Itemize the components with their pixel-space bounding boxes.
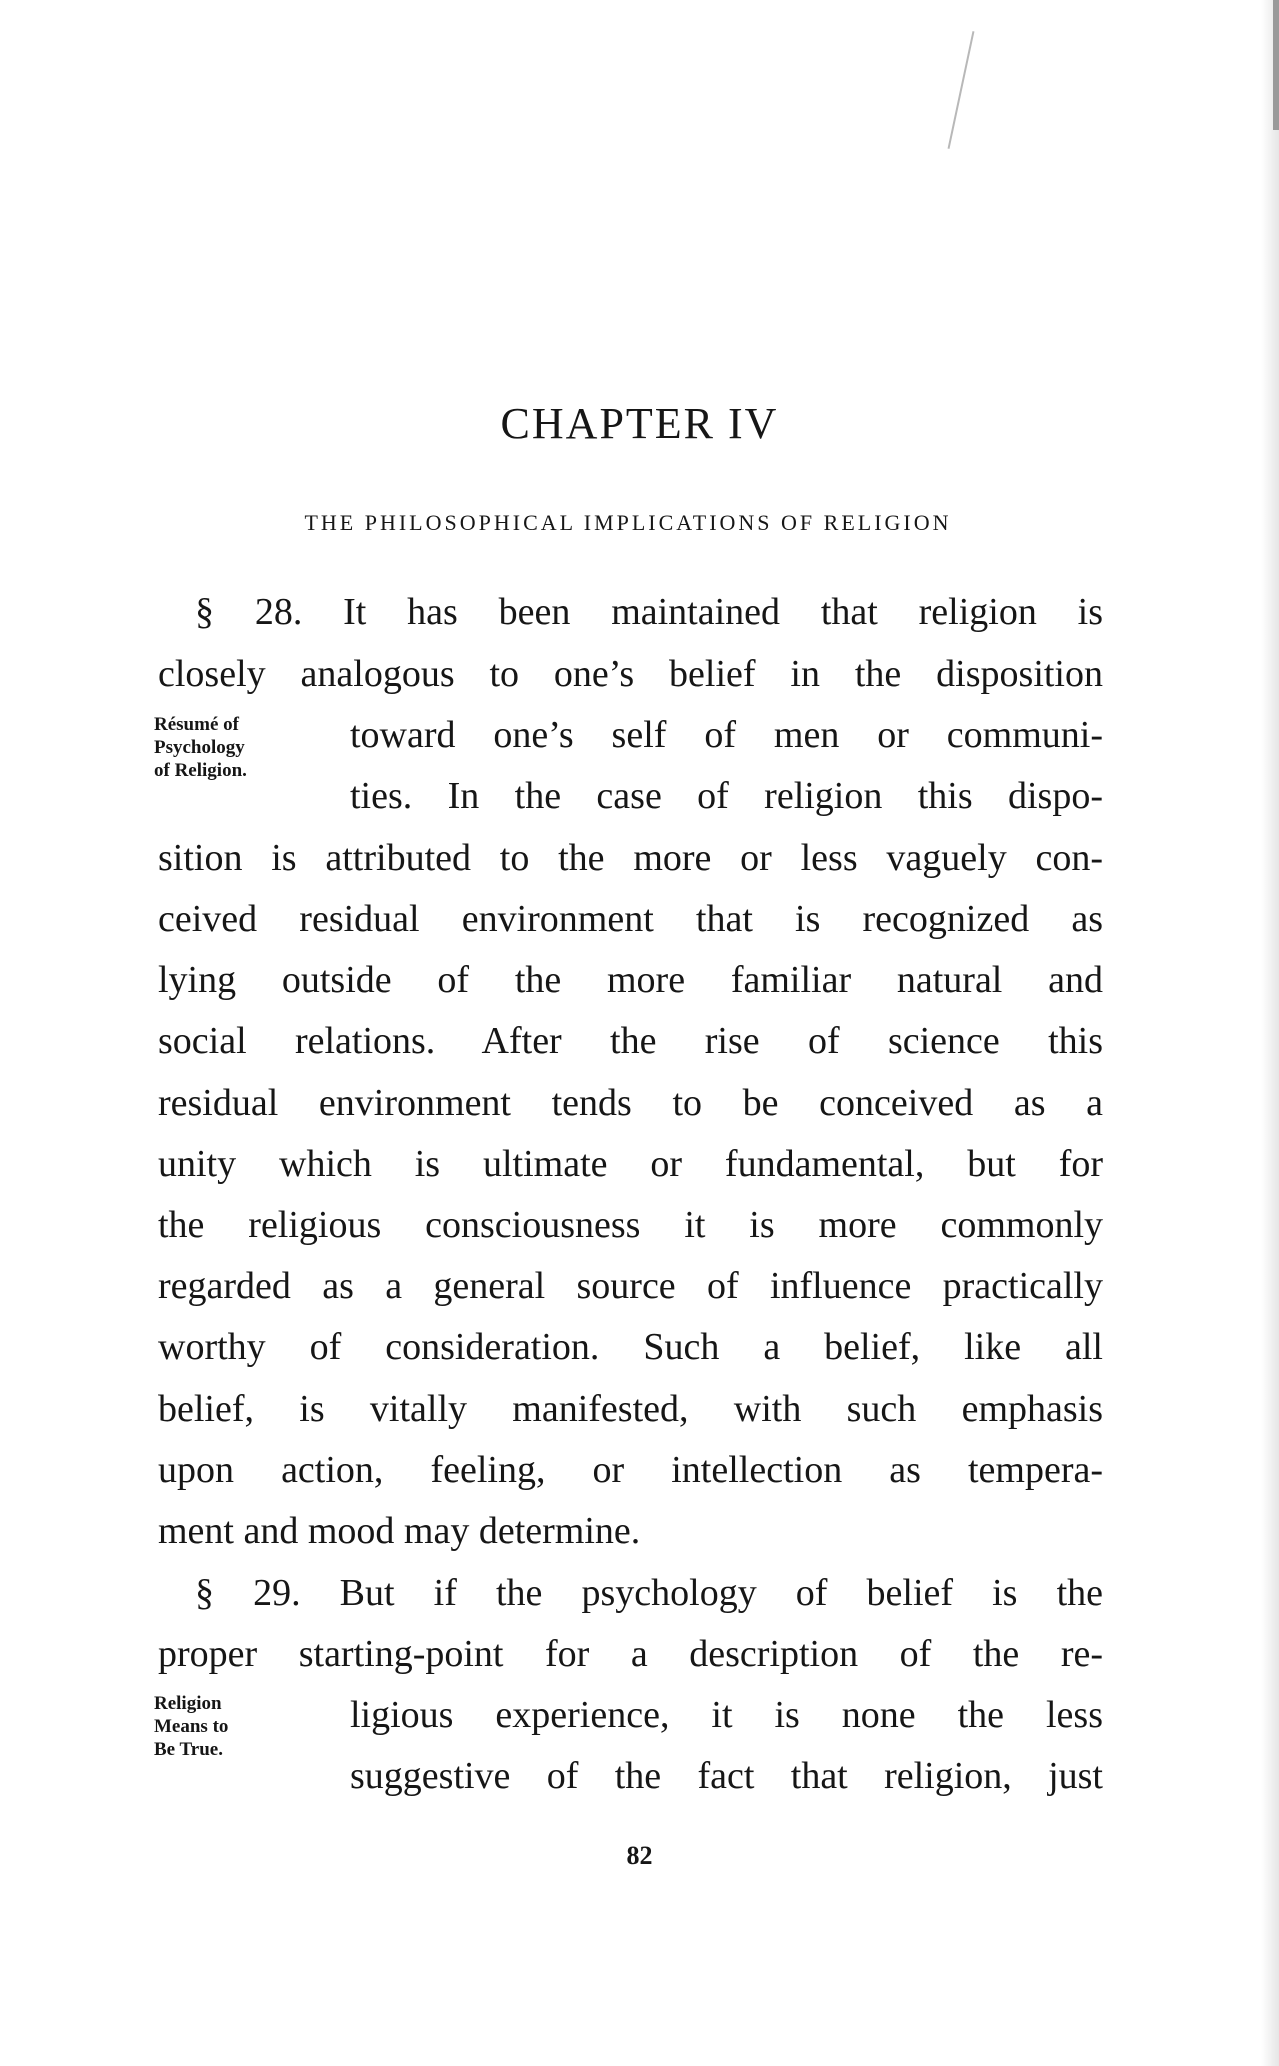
margin-note-line: Résumé of: [154, 714, 239, 735]
text-line: lying outside of the more familiar natural and: [158, 959, 1103, 1001]
margin-note-line: Religion: [154, 1693, 222, 1714]
text-line: § 29. But if the psychology of belief is the: [195, 1572, 1103, 1614]
text-line: proper starting-point for a description of the re-: [158, 1633, 1103, 1675]
text-line: toward one’s self of men or communi-: [350, 714, 1103, 756]
scan-edge-shadow: [1261, 0, 1279, 2066]
text-line: closely analogous to one’s belief in the disposition: [158, 653, 1103, 695]
text-line: ceived residual environment that is recognized as: [158, 898, 1103, 940]
text-line: ties. In the case of religion this dispo-: [350, 775, 1103, 817]
margin-note-line: Psychology: [154, 737, 245, 758]
text-line: worthy of consideration. Such a belief, like all: [158, 1326, 1103, 1368]
scan-edge-mark: [1273, 0, 1279, 130]
text-line: unity which is ultimate or fundamental, but for: [158, 1143, 1103, 1185]
text-line: ligious experience, it is none the less: [350, 1694, 1103, 1736]
text-line: upon action, feeling, or intellection as tempera-: [158, 1449, 1103, 1491]
margin-note-line: Means to: [154, 1716, 229, 1737]
text-line: residual environment tends to be conceived as a: [158, 1082, 1103, 1124]
margin-note-line: Be True.: [154, 1739, 223, 1760]
pencil-mark: [948, 31, 975, 149]
text-line: social relations. After the rise of science this: [158, 1020, 1103, 1062]
text-line: ment and mood may determine.: [158, 1510, 641, 1552]
text-line: suggestive of the fact that religion, just: [350, 1755, 1103, 1797]
text-line: regarded as a general source of influence practically: [158, 1265, 1103, 1307]
chapter-title: CHAPTER IV: [500, 399, 779, 448]
text-line: sition is attributed to the more or less vaguely con-: [158, 837, 1103, 879]
text-line: § 28. It has been maintained that religion is: [195, 591, 1103, 633]
margin-note-line: of Religion.: [154, 760, 247, 781]
page-number: 82: [626, 1841, 653, 1870]
text-line: the religious consciousness it is more commonly: [158, 1204, 1103, 1246]
text-line: belief, is vitally manifested, with such emphasis: [158, 1388, 1103, 1430]
chapter-subtitle: THE PHILOSOPHICAL IMPLICATIONS OF RELIGION: [304, 510, 952, 535]
